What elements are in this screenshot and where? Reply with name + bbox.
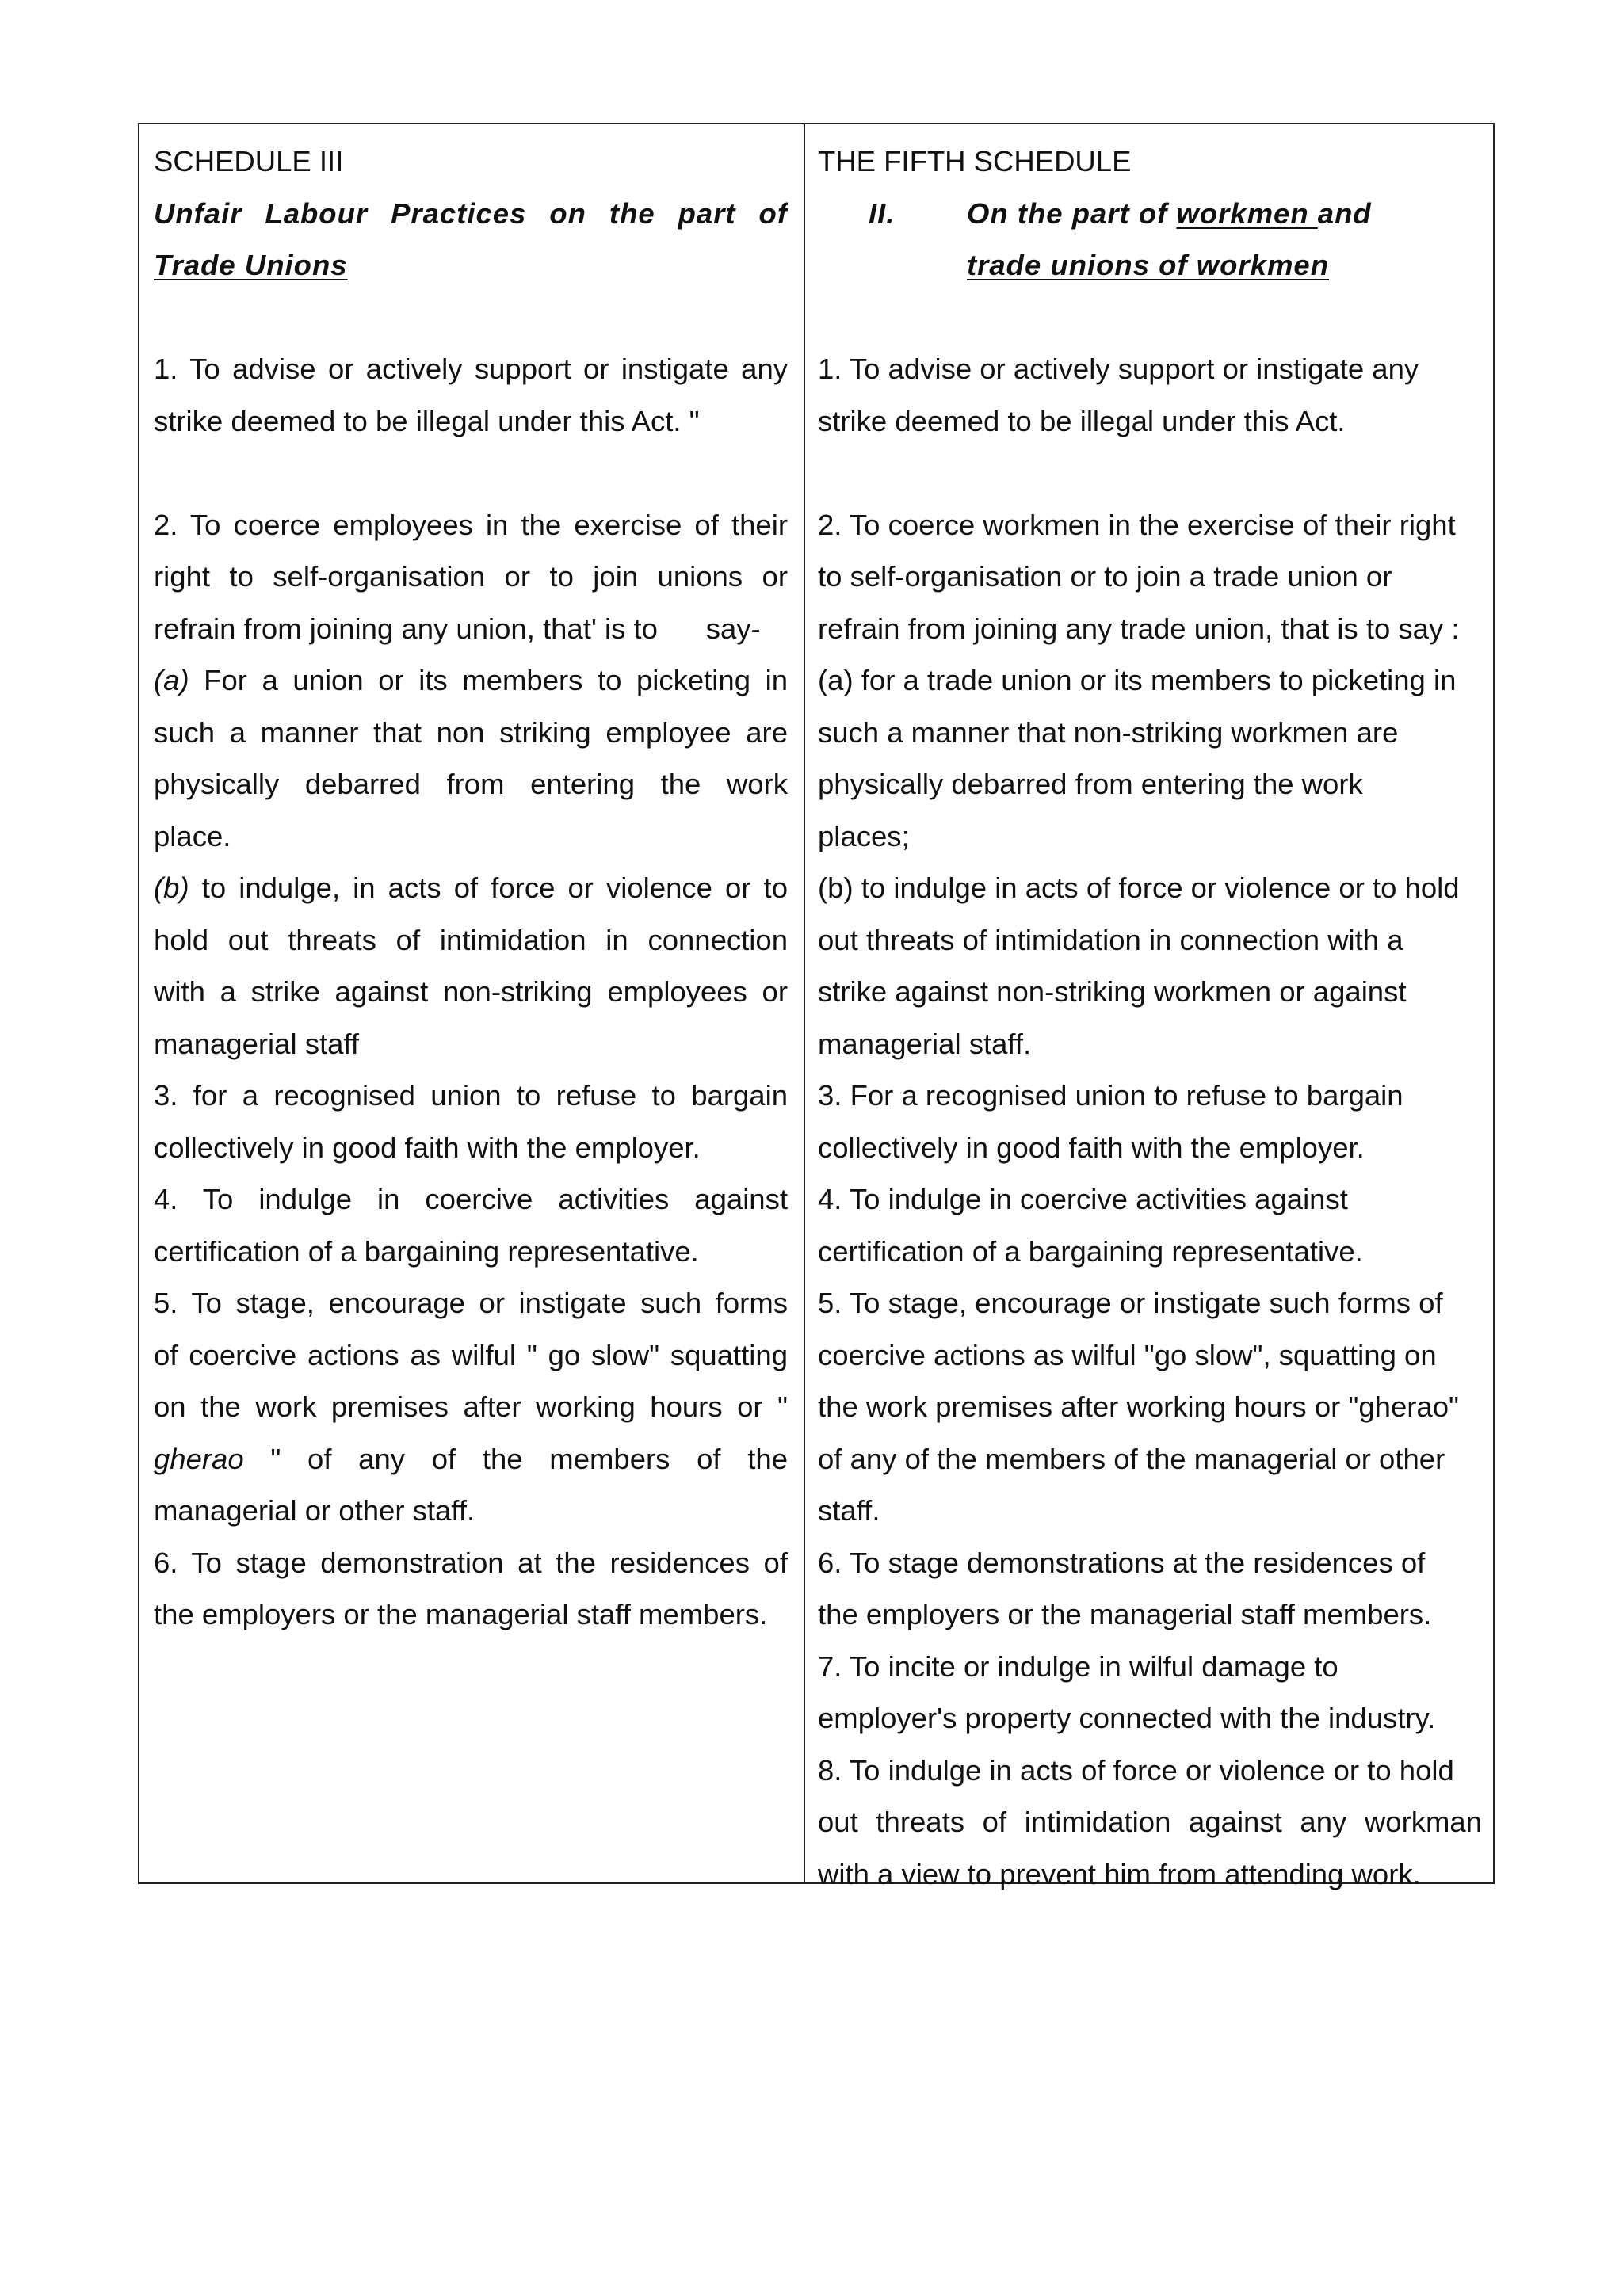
left-item2a-text: For a union or its members to picketing in xyxy=(189,664,788,696)
right-item2-line: managerial staff. xyxy=(818,1027,1032,1060)
left-item1-line: strike deemed to be illegal under this Act. " xyxy=(154,404,700,437)
right-item3-line: 3. For a recognised union to refuse to bargain xyxy=(818,1079,1403,1112)
right-item2-line: to self-organisation or to join a trade union or xyxy=(818,560,1392,593)
left-title: SCHEDULE III xyxy=(154,145,344,177)
left-item5-line: 5. To stage, encourage or instigate such forms xyxy=(154,1287,788,1319)
right-heading-numeral: II. xyxy=(869,196,896,230)
right-item3-line: collectively in good faith with the employer. xyxy=(818,1131,1365,1164)
right-heading-trade-unions: trade unions of workmen xyxy=(967,249,1329,281)
left-item3-line: collectively in good faith with the employer. xyxy=(154,1131,701,1164)
right-item2-line: strike against non-striking workmen or against xyxy=(818,975,1407,1008)
left-item2a-line: place. xyxy=(154,819,231,852)
left-heading-trade-unions: Trade Unions xyxy=(154,249,348,281)
left-item5-line xyxy=(154,1433,788,1486)
left-item5-line: managerial or other staff. xyxy=(154,1494,475,1527)
right-item2-line: such a manner that non-striking workmen are xyxy=(818,715,1399,749)
right-item2-line: refrain from joining any trade union, that is to say : xyxy=(818,612,1460,645)
right-heading-workmen: workmen xyxy=(1176,196,1318,230)
left-item2a-line xyxy=(154,654,788,707)
right-item5-line: of any of the members of the managerial or other xyxy=(818,1442,1445,1475)
left-item3-line: 3. for a recognised union to refuse to bargain xyxy=(154,1079,788,1112)
right-item4-line: 4. To indulge in coercive activities against xyxy=(818,1183,1348,1215)
spacer xyxy=(154,292,788,344)
left-item2b-line xyxy=(154,862,788,914)
spacer xyxy=(818,447,1482,499)
right-item6-line: the employers or the managerial staff members. xyxy=(818,1598,1432,1630)
right-heading-line-2 xyxy=(818,239,1482,292)
left-heading-line-2 xyxy=(154,239,788,292)
left-item4-line: certification of a bargaining representative. xyxy=(154,1234,699,1268)
left-item2b-text: to indulge, in acts of force or violence or to xyxy=(189,871,788,904)
right-item1-line: strike deemed to be illegal under this Act. xyxy=(818,404,1346,437)
left-item5-gherao-tail: " of any of the members of the xyxy=(243,1442,788,1475)
left-item2-line: right to self-organisation or to join unions or xyxy=(154,560,788,593)
spacer xyxy=(818,292,1482,344)
comparison-table xyxy=(138,123,1495,1890)
spacer xyxy=(154,447,788,499)
left-item1-line: 1. To advise or actively support or instigate any xyxy=(154,353,788,385)
right-item5-line: staff. xyxy=(818,1494,880,1527)
right-item2-line: out threats of intimidation in connection with a xyxy=(818,923,1403,956)
left-column-schedule-iii xyxy=(154,135,788,1641)
right-item7-line: 7. To incite or indulge in wilful damage to xyxy=(818,1650,1338,1683)
right-item4-line: certification of a bargaining representative. xyxy=(818,1234,1363,1268)
right-item5-line: coercive actions as wilful "go slow", squatting on xyxy=(818,1338,1437,1371)
right-title: THE FIFTH SCHEDULE xyxy=(818,145,1132,177)
right-item5-line: 5. To stage, encourage or instigate such forms of xyxy=(818,1287,1443,1319)
right-item2-line: physically debarred from entering the work xyxy=(818,768,1363,800)
left-heading-line-1: Unfair Labour Practices on the part of xyxy=(154,196,788,230)
column-divider xyxy=(804,124,805,1882)
left-item5-line: on the work premises after working hours or " xyxy=(154,1390,788,1423)
left-item2a-marker: (a) xyxy=(154,664,189,696)
left-item2b-line: with a strike against non-striking employees or xyxy=(154,975,788,1008)
left-item5-line: of coercive actions as wilful " go slow" squatting xyxy=(154,1338,788,1371)
right-item2-line: (a) for a trade union or its members to picketing in xyxy=(818,664,1457,696)
right-item7-line: employer's property connected with the industry. xyxy=(818,1702,1436,1734)
right-item5-line: the work premises after working hours or "gherao" xyxy=(818,1390,1459,1423)
right-item2-line: places; xyxy=(818,819,910,852)
left-item2b-line: hold out threats of intimidation in connection xyxy=(154,923,788,956)
left-item2-line: 2. To coerce employees in the exercise of their xyxy=(154,508,788,541)
right-item8-line: 8. To indulge in acts of force or violence or to hold xyxy=(818,1753,1454,1787)
left-item2b-line: managerial staff xyxy=(154,1027,360,1060)
left-item4-line: 4. To indulge in coercive activities against xyxy=(154,1183,788,1215)
right-item6-line: 6. To stage demonstrations at the residences of xyxy=(818,1546,1426,1579)
right-item8-line: with a view to prevent him from attending work. xyxy=(818,1857,1421,1890)
left-item2a-line: physically debarred from entering the work xyxy=(154,768,788,800)
right-item8-line: out threats of intimidation against any workman xyxy=(818,1806,1482,1838)
left-item5-gherao: gherao xyxy=(154,1442,244,1475)
right-heading-and: and xyxy=(1317,196,1372,230)
right-item2-line: (b) to indulge in acts of force or violence or to hold xyxy=(818,871,1460,904)
left-item6-line: 6. To stage demonstration at the residences of xyxy=(154,1546,788,1579)
right-heading-line-1 xyxy=(818,188,1482,240)
left-item6-line: the employers or the managerial staff members. xyxy=(154,1598,768,1630)
left-item2b-marker: (b) xyxy=(154,871,189,904)
right-item1-line: 1. To advise or actively support or instigate any xyxy=(818,353,1419,385)
right-heading-part1: On the part of xyxy=(967,196,1177,230)
right-item2-line: 2. To coerce workmen in the exercise of their right xyxy=(818,508,1456,541)
left-item2-line: refrain from joining any union, that' is to say- xyxy=(154,612,761,645)
right-column-fifth-schedule xyxy=(818,135,1482,1900)
left-item2a-line: such a manner that non striking employee are xyxy=(154,715,788,749)
